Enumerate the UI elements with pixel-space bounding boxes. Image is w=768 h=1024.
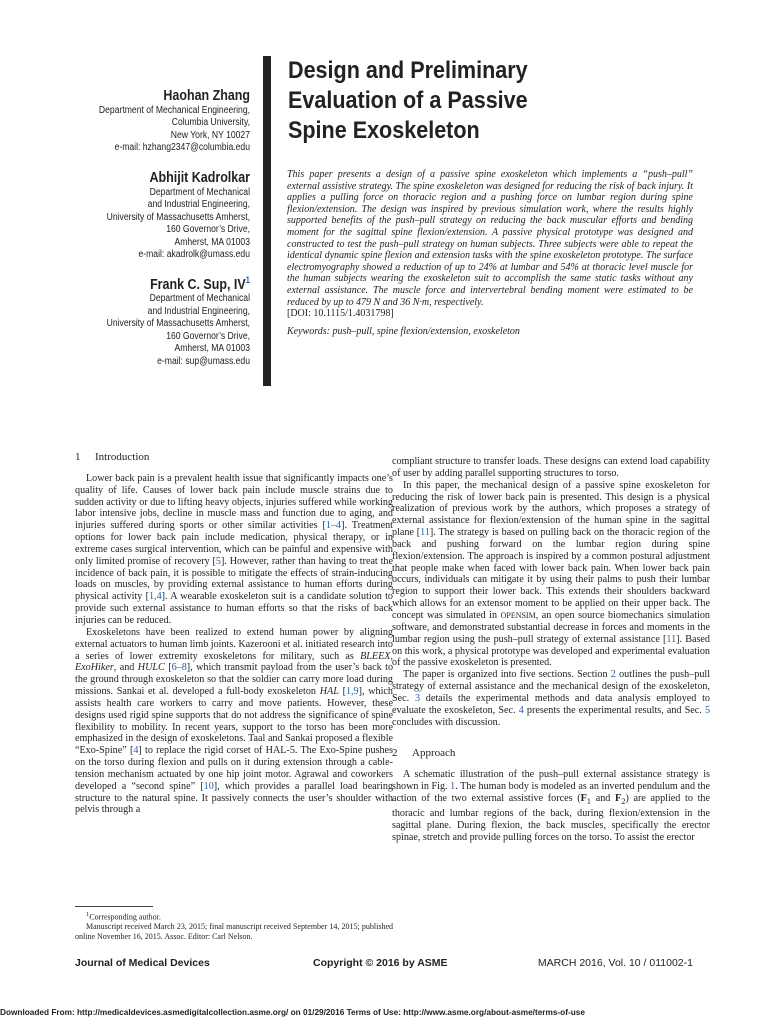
affiliation-line: Columbia University, [171,117,250,129]
author-name: Frank C. Sup, $IV^1$ [150,274,250,293]
paragraph: Exoskeletons have been realized to extend human power by aligning external actuators to human limb joints. Kazerooni et al. initiated research into a series of lower extremity exoskeletons for military, such as BLEEX, ExoHiker, and HULC [6–8], which transmit payload from the user’s back to the ground through exoskeleton so that the soldier can carry more load during missions. Sankai et al. developed a full-body exoskeleton HAL [1,9], which assists health care workers to carry and move patients. However, these designs used rigid spine supports that do not address the significance of spine flexibility to mobility. In recent years, support to the torso has been more emphasized in the design of exoskeletons. Taal and Sankai proposed a flexible “Exo-Spine” [4] to replace the rigid corset of HAL-5. The Exo-Spine pushes on the torso during flexion and pulls on it during extension through a cable-tension mechanism actuated by one hip joint motor. Agrawal and coworkers developed a “second spine” [10], which provides a parallel load bearing structure to the natural spine. It passively connects the user’s shoulder with pelvis through a [75,626,394,816]
issue-info: MARCH 2016, Vol. 10 / 011002-1 [537,957,693,969]
author-name: Abhijit Kadrolkar [149,169,250,186]
paragraph: compliant structure to transfer loads. These designs can extend load capability of user by adding parallel supporting structures to torso. [392,456,710,479]
affiliation-line: and Industrial Engineering, [147,305,250,317]
footnote-received: Manuscript received March 23, 2015; final manuscript received September 14, 2015; published online November 16, 2015. Assoc. Editor: Carl Nelson. [75,922,393,941]
copyright: Copyright © 2016 by ASME [313,957,448,969]
affiliation-line: New York, NY 10027 [170,129,250,141]
affiliation-line: 160 Governor’s Drive, [166,224,250,236]
author-3 [20,272,250,369]
title-line: Spine Exoskeleton [288,117,480,144]
author-1 [20,83,250,155]
author-email[interactable]: e-mail: hzhang2347@columbia.edu [114,142,250,154]
author-email[interactable]: e-mail: akadrolk@umass.edu [138,249,250,261]
affiliation-line: Amherst, MA 01003 [174,236,250,248]
body-column-left [75,452,393,816]
corresponding-footnote-marker[interactable]: 1 [245,274,250,285]
doi[interactable]: [DOI: 10.1115/1.4031798] [287,308,394,320]
affiliation-line: Department of Mechanical Engineering, [98,104,250,116]
affiliation-line: University of Massachusetts Amherst, [106,211,251,223]
citation-link[interactable]: 1–4 [325,520,342,532]
download-notice[interactable]: Downloaded From: http://medicaldevices.asmedigitalcollection.asme.org/ on 01/29/2016 Terms of Use: http://www.asme.org/about-asme/terms-of-use [0,1007,585,1017]
author-name: Haohan Zhang [163,87,250,104]
affiliation-line: 160 Governor’s Drive, [166,330,250,342]
section-link[interactable]: 2 [610,669,616,681]
citation-link[interactable]: 4 [133,745,139,757]
citation-link[interactable]: 11 [420,527,430,539]
citation-link[interactable]: 1,9 [345,686,359,698]
footnote-rule [75,906,153,907]
citation-link[interactable]: 1,4 [148,591,162,603]
section-heading-approach: 2 Approach [392,747,456,760]
section-heading-introduction: 1 Introduction [75,451,150,463]
affiliation-line: and Industrial Engineering, [147,199,250,211]
author-2 [20,165,250,262]
paragraph: Lower back pain is a prevalent health issue that significantly impacts one’s quality of life. Causes of lower back pain include muscle strains due to sudden activity or due to lifting heavy objects, injuries suffered while working labor intensive jobs, decline in muscle mass and function due to aging, and injuries suffered during sports or other similar activities [1–4]. Treatment options for lower back pain include medication, physical therapy, or in extreme cases surgical intervention, which can be painful and expensive with only limited promise of recovery [5]. However, rather than having to treat the incidence of back pain, it is possible to mitigate the effects of strain-inducing loads on muscles, by providing external assistance to human efforts during physical activity [1,4]. A wearable exoskeleton suit is a candidate solution to provide such external assistance to human efforts so that the risks of back injuries can be reduced. [75,472,393,626]
affiliation-line: Department of Mechanical [149,293,250,305]
title-divider-bar [263,56,271,386]
paper-title [288,56,728,146]
keywords: Keywords: push–pull, spine flexion/extension, exoskeleton [287,325,520,337]
title-line: Design and Preliminary [288,57,528,84]
body-column-right [392,456,710,843]
citation-link[interactable]: 6–8 [171,662,187,674]
author-email[interactable]: e-mail: sup@umass.edu [157,355,250,367]
affiliation-line: Amherst, MA 01003 [174,343,250,355]
affiliation-line: University of Massachusetts Amherst, [106,318,251,330]
section-link[interactable]: 4 [518,704,524,716]
abstract [287,169,693,337]
abstract-text: This paper presents a design of a passive spine exoskeleton which implements a “push–pull” external assistive strategy. The spine exoskeleton was designed for reducing the risk of back injury. It applies a pulling force on thoracic region and a pushing force on lumbar region during spine flexion/extension. The design was inspired by previous simulation work, where the results highly supported benefits of the push–pull strategy on reducing the back muscular efforts and bending moment for the sagittal spine flexion/extension. A passive physical prototype was designed and constructed to test the push–pull strategy on human subjects. Three subjects were able to repeat the identical dynamic spine flexion and extension tasks with the spine exoskeleton prototype. The surface electromyography showed a reduction of up to 24% at lumbar and 54% at thoracic level muscle for the human subjects wearing the exoskeleton suit to accomplish the same static tasks without any external assistance. The muscle force and intervertebral bending moment were estimated to be reduced by up to 479 N and 36 N·m, respectively. [287,169,693,308]
paragraph: In this paper, the mechanical design of a passive spine exoskeleton for reducing the risk of lower back pain is presented. This design is a physical realization of previous work by the authors, which proposes a strategy of external assistance for flexion/extension of the human spine in the sagittal plane [11]. The strategy is based on pulling back on the thoracic region of the back and pushing forward on the lumbar region during spine flexion/extension. The approach is inspired by a common postural adjustment that people make when faced with lower back pain. When lower back pain occurs, individuals can mitigate it by using their palms to push their lumbar region to support their lower back. This extends their shoulders backward which allows for an extensor moment to be applied on their upper back. The concept was simulated in OPENSIM, an open source biomechanics simulation software, and demonstrated substantial decrease in forces and moments in the lumbar region using the push–pull strategy of external assistance [11]. Based on this work, a physical prototype was developed and experimental evaluation of the passive exoskeleton is presented. [392,479,710,669]
footnote [75,906,393,941]
paragraph: The paper is organized into five sections. Section 2 outlines the push–pull strategy of external assistance and the mechanical design of the exoskeleton, Sec. 3 details the experimental methods and data analysis employed to evaluate the exoskeleton, Sec. 4 presents the experimental results, and Sec. 5 concludes with discussion. [392,669,711,728]
title-line: Evaluation of a Passive [288,87,528,114]
citation-link[interactable]: 11 [666,633,677,645]
footnote-corresponding: $^1$Corresponding author. [86,911,161,922]
citation-link[interactable]: 10 [203,780,214,792]
affiliation-line: Department of Mechanical [149,186,250,198]
section-link[interactable]: 3 [414,692,421,704]
journal-name: Journal of Medical Devices [75,957,210,969]
figure-link[interactable]: 1 [450,781,456,793]
section-link[interactable]: 5 [704,704,710,716]
author-block [20,83,250,378]
paragraph: A schematic illustration of the push–pull external assistance strategy is shown in Fig. 1. The human body is modeled as an inverted pendulum and the action of the two external assistive forces ($F_1$ and $F_2$) are applied to the thoracic and lumbar regions of the back, during flexion/extension in the sagittal plane. During flexion, the back muscles, specifically the erector spinae, stretch and provide pulling forces on the torso. To assist the erector [392,769,710,843]
citation-link[interactable]: 5 [215,555,221,567]
